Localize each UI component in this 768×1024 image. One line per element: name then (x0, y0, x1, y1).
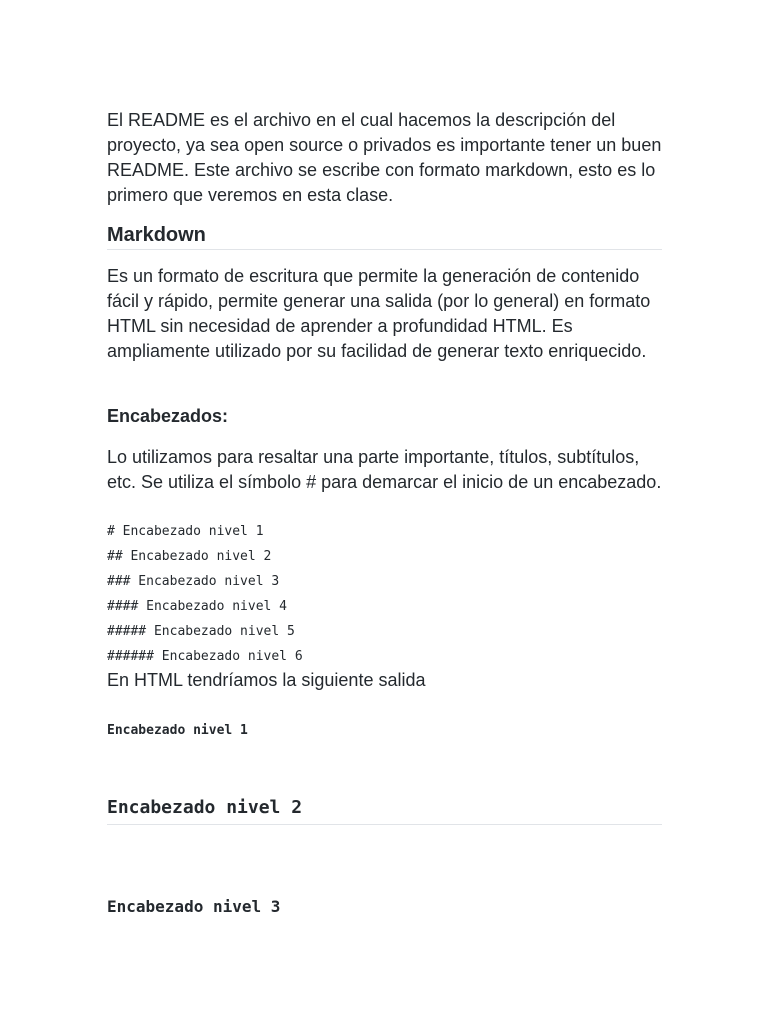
code-line: # Encabezado nivel 1 (107, 524, 264, 539)
intro-paragraph: El README es el archivo en el cual hacemos la descripción del proyecto, ya sea open source o privados es importante tener un buen README. Este archivo se escribe con formato markdown, esto es lo primero que veremos en esta clase. (107, 110, 662, 205)
code-line: #### Encabezado nivel 4 (107, 599, 288, 614)
output-heading-1: Encabezado nivel 1 (107, 723, 248, 738)
code-line: ##### Encabezado nivel 5 (107, 624, 295, 639)
output-heading-2: Encabezado nivel 2 (107, 796, 662, 825)
output-intro: En HTML tendríamos la siguiente salida (107, 670, 426, 690)
markdown-heading: Markdown (107, 223, 662, 250)
output-heading-3: Encabezado nivel 3 (107, 897, 281, 916)
encabezados-heading: Encabezados: (107, 406, 229, 426)
encabezados-paragraph: Lo utilizamos para resaltar una parte importante, títulos, subtítulos, etc. Se utiliza el símbolo # para demarcar el inicio de un encabezado. (107, 447, 662, 492)
code-line: ## Encabezado nivel 2 (107, 549, 272, 564)
code-line: ### Encabezado nivel 3 (107, 574, 280, 589)
code-line: ###### Encabezado nivel 6 (107, 649, 303, 664)
markdown-paragraph: Es un formato de escritura que permite la generación de contenido fácil y rápido, permite generar una salida (por lo general) en formato HTML sin necesidad de aprender a profundidad HTML. Es ampliamente utilizado por su facilidad de generar texto enriquecido. (107, 266, 651, 361)
